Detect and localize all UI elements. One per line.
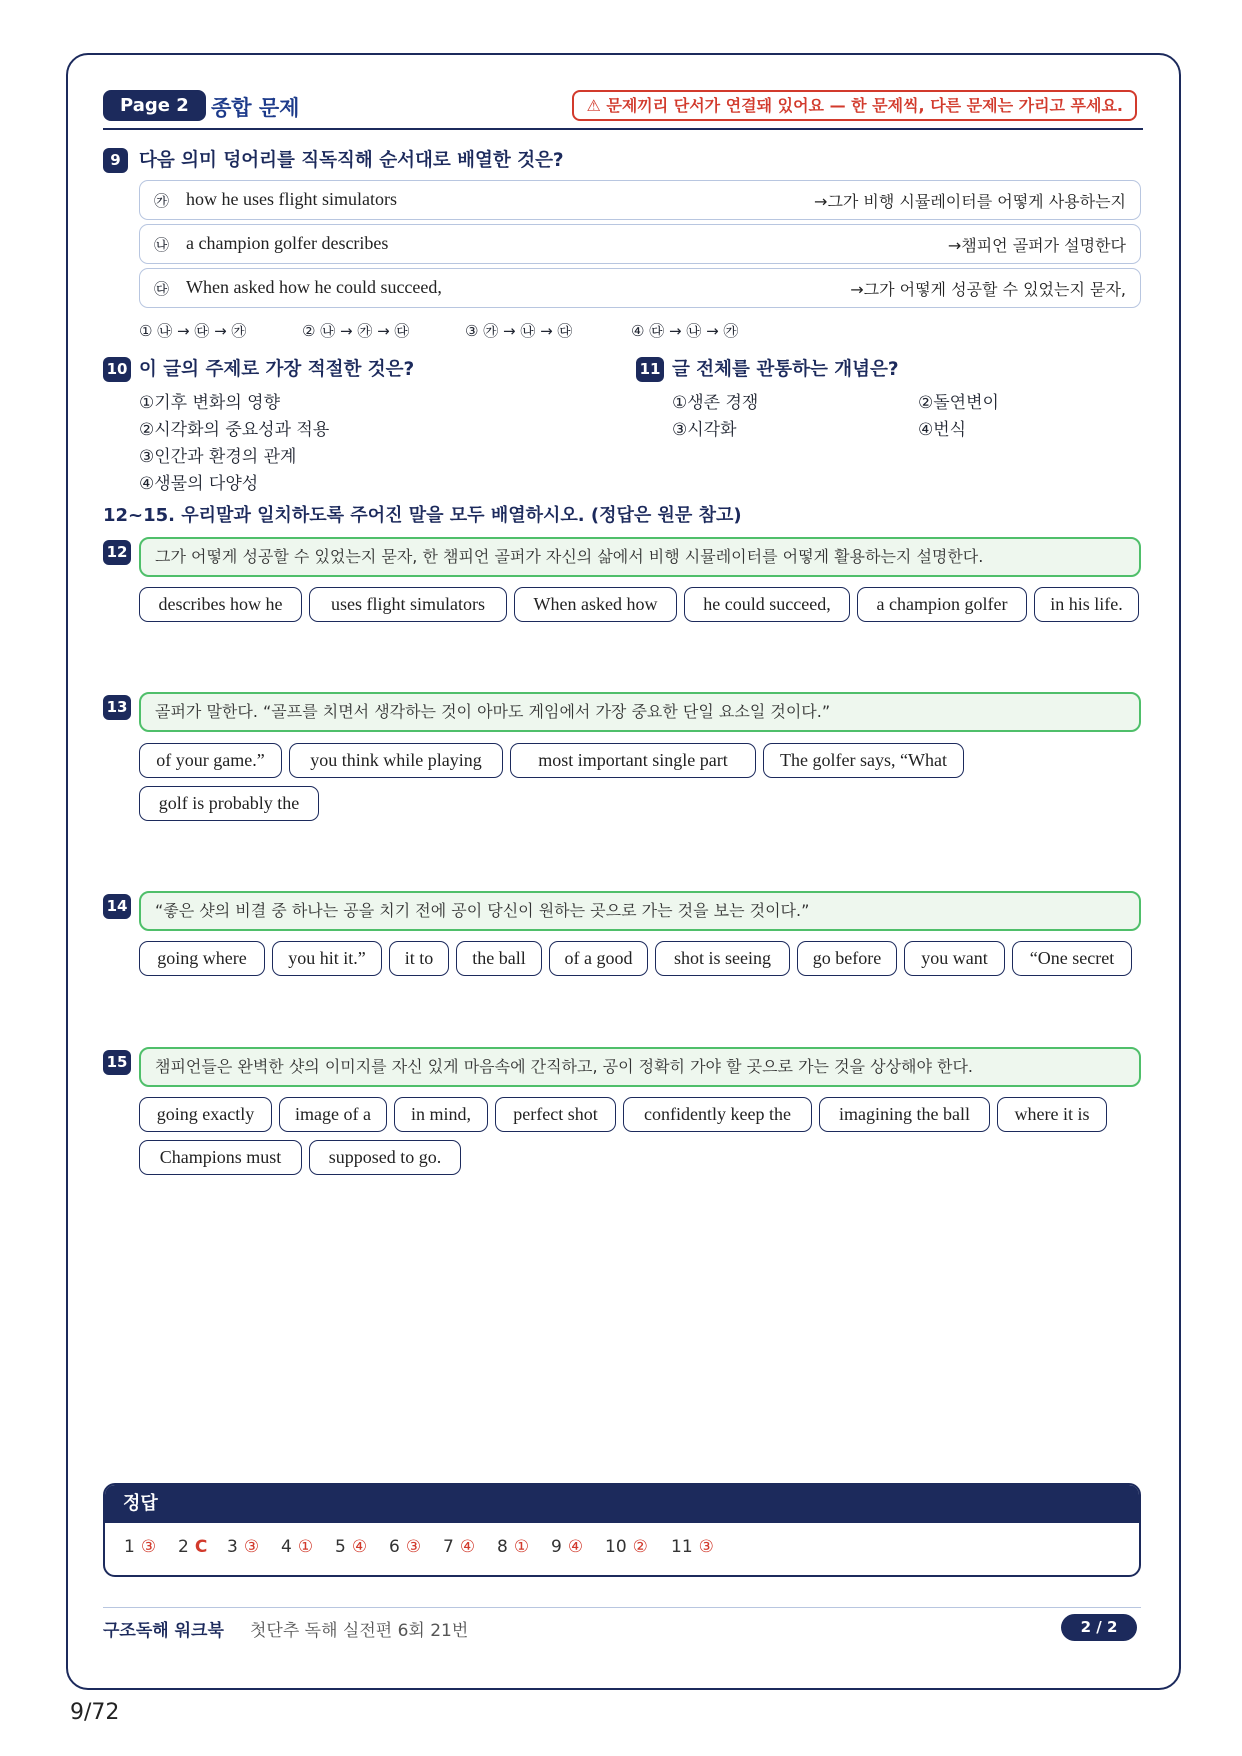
chunk-marker: ㉰ bbox=[154, 280, 170, 298]
option[interactable]: ②시각화의 중요성과 적용 bbox=[139, 420, 330, 440]
option[interactable]: ③ ㉮ → ㉯ → ㉰ bbox=[465, 322, 573, 340]
answer-key bbox=[103, 1483, 1141, 1577]
word-tile[interactable]: golf is probably the bbox=[139, 786, 319, 821]
word-tile[interactable]: uses flight simulators bbox=[309, 587, 507, 622]
word-tile[interactable]: Champions must bbox=[139, 1140, 302, 1175]
option[interactable]: ①생존 경쟁 bbox=[672, 393, 759, 413]
word-tile[interactable]: image of a bbox=[279, 1097, 387, 1132]
answer-row bbox=[105, 1523, 1139, 1577]
warning-banner: ⚠ 문제끼리 단서가 연결돼 있어요 — 한 문제씩, 다른 문제는 가리고 푸세요. bbox=[572, 90, 1137, 121]
korean-prompt: 챔피언들은 완벽한 샷의 이미지를 자신 있게 마음속에 간직하고, 공이 정확히 가야 할 곳으로 가는 것을 상상해야 한다. bbox=[139, 1047, 1141, 1087]
answer-item: 1 ③ bbox=[124, 1537, 157, 1557]
chunk-korean: →챔피언 골퍼가 설명한다 bbox=[947, 236, 1126, 255]
question-10-title: 이 글의 주제로 가장 적절한 것은? bbox=[139, 359, 415, 380]
chunk-english: how he uses flight simulators bbox=[186, 189, 397, 209]
word-tile[interactable]: the ball bbox=[456, 941, 542, 976]
chunk-korean: →그가 비행 시뮬레이터를 어떻게 사용하는지 bbox=[814, 192, 1126, 211]
footer-divider bbox=[103, 1607, 1141, 1608]
word-tile[interactable]: most important single part bbox=[510, 743, 756, 778]
korean-prompt: “좋은 샷의 비결 중 하나는 공을 치기 전에 공이 당신이 원하는 곳으로 가는 것을 보는 것이다.” bbox=[139, 891, 1141, 931]
answer-item: 4 ① bbox=[281, 1537, 314, 1557]
footer-page-badge: 2 / 2 bbox=[1061, 1614, 1137, 1641]
question-number-10: 10 bbox=[103, 357, 131, 382]
option[interactable]: ③시각화 bbox=[672, 420, 737, 440]
instruction-12-15: 12~15. 우리말과 일치하도록 주어진 말을 모두 배열하시오. (정답은 원문 참고) bbox=[103, 505, 742, 526]
word-tile[interactable]: The golfer says, “What bbox=[763, 743, 964, 778]
word-tile[interactable]: a champion golfer bbox=[857, 587, 1027, 622]
option[interactable]: ④번식 bbox=[918, 420, 967, 440]
question-number-11: 11 bbox=[636, 357, 664, 382]
option[interactable]: ④생물의 다양성 bbox=[139, 474, 259, 494]
chunk-korean: →그가 어떻게 성공할 수 있었는지 묻자, bbox=[850, 280, 1126, 299]
chunk-english: a champion golfer describes bbox=[186, 233, 389, 253]
question-number-12: 12 bbox=[103, 540, 131, 565]
korean-prompt: 그가 어떻게 성공할 수 있었는지 묻자, 한 챔피언 골퍼가 자신의 삶에서 비행 시뮬레이터를 어떻게 활용하는지 설명한다. bbox=[139, 537, 1141, 577]
question-11-title: 글 전체를 관통하는 개념은? bbox=[672, 359, 899, 380]
chunk-english: When asked how he could succeed, bbox=[186, 277, 442, 297]
option[interactable]: ③인간과 환경의 관계 bbox=[139, 447, 297, 467]
question-9-title: 다음 의미 덩어리를 직독직해 순서대로 배열한 것은? bbox=[139, 150, 564, 171]
word-tile[interactable]: supposed to go. bbox=[309, 1140, 461, 1175]
chunk-marker: ㉮ bbox=[154, 192, 170, 210]
answer-item: 8 ① bbox=[497, 1537, 530, 1557]
answer-item: 5 ④ bbox=[335, 1537, 368, 1557]
word-tile[interactable]: perfect shot bbox=[495, 1097, 616, 1132]
chunk-marker: ㉯ bbox=[154, 236, 170, 254]
meaning-chunk bbox=[139, 180, 1141, 220]
page-badge: Page 2 bbox=[103, 90, 206, 121]
question-number-15: 15 bbox=[103, 1050, 131, 1075]
word-tile[interactable]: “One secret bbox=[1012, 941, 1132, 976]
answer-item: 11 ③ bbox=[671, 1537, 714, 1557]
word-tile[interactable]: confidently keep the bbox=[623, 1097, 812, 1132]
option[interactable]: ② ㉯ → ㉮ → ㉰ bbox=[302, 322, 410, 340]
footer-brand: 구조독해 워크북 bbox=[103, 1621, 224, 1641]
answer-item: 6 ③ bbox=[389, 1537, 422, 1557]
word-tile[interactable]: you think while playing bbox=[289, 743, 503, 778]
answer-key-title: 정답 bbox=[105, 1485, 1139, 1523]
answer-item: 2 C bbox=[178, 1537, 208, 1557]
answer-item: 10 ② bbox=[605, 1537, 648, 1557]
word-tile[interactable]: he could succeed, bbox=[684, 587, 850, 622]
page-counter: 9/72 bbox=[70, 1700, 120, 1725]
option[interactable]: ①기후 변화의 영향 bbox=[139, 393, 281, 413]
word-tile[interactable]: describes how he bbox=[139, 587, 302, 622]
word-tile[interactable]: go before bbox=[797, 941, 897, 976]
answer-item: 7 ④ bbox=[443, 1537, 476, 1557]
footer-source: 첫단추 독해 실전편 6회 21번 bbox=[250, 1621, 469, 1641]
answer-item: 9 ④ bbox=[551, 1537, 584, 1557]
meaning-chunk bbox=[139, 224, 1141, 264]
page-header bbox=[103, 90, 1143, 130]
question-number-13: 13 bbox=[103, 695, 131, 720]
question-number-9: 9 bbox=[103, 148, 128, 173]
word-tile[interactable]: shot is seeing bbox=[655, 941, 790, 976]
option[interactable]: ②돌연변이 bbox=[918, 393, 999, 413]
word-tile[interactable]: it to bbox=[389, 941, 449, 976]
word-tile[interactable]: of a good bbox=[549, 941, 648, 976]
section-title: 종합 문제 bbox=[211, 96, 300, 120]
option[interactable]: ① ㉯ → ㉰ → ㉮ bbox=[139, 322, 247, 340]
word-tile[interactable]: When asked how bbox=[514, 587, 677, 622]
korean-prompt: 골퍼가 말한다. “골프를 치면서 생각하는 것이 아마도 게임에서 가장 중요한 단일 요소일 것이다.” bbox=[139, 692, 1141, 732]
answer-item: 3 ③ bbox=[227, 1537, 260, 1557]
word-tile[interactable]: in his life. bbox=[1034, 587, 1139, 622]
word-tile[interactable]: where it is bbox=[997, 1097, 1107, 1132]
question-number-14: 14 bbox=[103, 894, 131, 919]
meaning-chunk bbox=[139, 268, 1141, 308]
word-tile[interactable]: you want bbox=[904, 941, 1005, 976]
word-tile[interactable]: going exactly bbox=[139, 1097, 272, 1132]
word-tile[interactable]: you hit it.” bbox=[272, 941, 382, 976]
word-tile[interactable]: imagining the ball bbox=[819, 1097, 990, 1132]
word-tile[interactable]: in mind, bbox=[394, 1097, 488, 1132]
word-tile[interactable]: going where bbox=[139, 941, 265, 976]
word-tile[interactable]: of your game.” bbox=[139, 743, 282, 778]
option[interactable]: ④ ㉰ → ㉯ → ㉮ bbox=[631, 322, 739, 340]
